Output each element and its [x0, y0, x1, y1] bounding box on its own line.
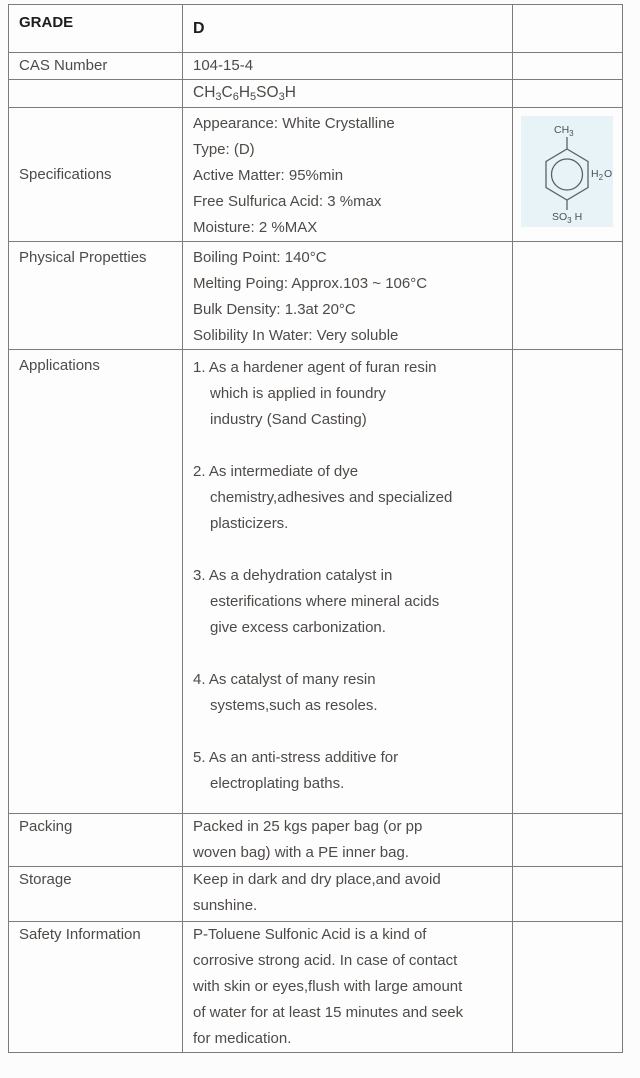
specifications-label-cell — [9, 108, 183, 242]
safety-line: of water for at least 15 minutes and seek — [193, 1004, 464, 1021]
application-line: 4. As catalyst of many resin — [193, 671, 376, 688]
cas-value: 104-15-4 — [193, 57, 254, 74]
empty-cell — [513, 867, 623, 922]
grade-value: D — [193, 19, 205, 37]
physical-line: Solibility In Water: Very soluble — [193, 327, 399, 344]
spec-line: Type: (D) — [193, 141, 255, 158]
application-line: systems,such as resoles. — [210, 697, 378, 714]
application-line: 2. As intermediate of dye — [193, 463, 359, 480]
application-line: 5. As an anti-stress additive for — [193, 749, 399, 766]
structure-diagram-cell — [513, 108, 623, 242]
h2o-label: $H_2O$ — [591, 168, 613, 182]
empty-cell — [513, 53, 623, 80]
safety-line: with skin or eyes,flush with large amount — [193, 978, 463, 995]
application-line: which is applied in foundry — [210, 385, 386, 402]
empty-cell — [513, 814, 623, 867]
benzene-ring-diagram — [521, 116, 613, 227]
chemical-formula: $CH_3C_6H_5SO_3H$ — [193, 84, 296, 103]
safety-label: Safety Information — [19, 926, 141, 943]
grade-label-cell — [9, 5, 183, 53]
packing-line: Packed in 25 kgs paper bag (or pp — [193, 818, 423, 835]
application-line: chemistry,adhesives and specialized — [210, 489, 453, 506]
formula-cell — [183, 80, 513, 108]
grade-label: GRADE — [19, 14, 74, 31]
product-spec-table — [8, 4, 623, 1053]
safety-value-cell — [183, 922, 513, 1053]
physical-line: Melting Poing: Approx.103 ~ 106°C — [193, 275, 428, 292]
storage-value-cell — [183, 867, 513, 922]
application-line: 1. As a hardener agent of furan resin — [193, 359, 437, 376]
cas-label-cell — [9, 53, 183, 80]
application-item — [193, 563, 502, 641]
empty-cell — [513, 5, 623, 53]
table-row-applications — [9, 350, 623, 814]
safety-line: for medication. — [193, 1030, 292, 1047]
safety-line: corrosive strong acid. In case of contact — [193, 952, 458, 969]
table-row-packing — [9, 814, 623, 867]
empty-cell — [513, 350, 623, 814]
application-line: electroplating baths. — [210, 775, 345, 792]
applications-value-cell — [183, 350, 513, 814]
packing-value-cell — [183, 814, 513, 867]
spec-line: Active Matter: 95%min — [193, 167, 344, 184]
applications-label: Applications — [19, 357, 100, 374]
packing-label-cell — [9, 814, 183, 867]
empty-cell — [9, 80, 183, 108]
specifications-value-cell — [183, 108, 513, 242]
application-line: 3. As a dehydration catalyst in — [193, 567, 393, 584]
application-item — [193, 459, 502, 537]
table-row-formula — [9, 80, 623, 108]
physical-line: Boiling Point: 140°C — [193, 249, 327, 266]
spec-line: Appearance: White Crystalline — [193, 115, 395, 132]
application-item — [193, 667, 502, 719]
physical-value-cell — [183, 242, 513, 350]
safety-label-cell — [9, 922, 183, 1053]
application-line: industry (Sand Casting) — [210, 411, 367, 428]
cas-label: CAS Number — [19, 57, 108, 74]
so3h-label: $SO_3$ H — [552, 211, 583, 225]
storage-line: Keep in dark and dry place,and avoid — [193, 871, 441, 888]
application-item — [193, 745, 502, 797]
physical-label: Physical Propetties — [19, 249, 147, 266]
packing-label: Packing — [19, 818, 73, 835]
storage-label: Storage — [19, 871, 72, 888]
table-row-storage — [9, 867, 623, 922]
ch3-label: $CH_3$ — [554, 124, 574, 138]
application-line: plasticizers. — [210, 515, 289, 532]
table-row-grade — [9, 5, 623, 53]
safety-line: P-Toluene Sulfonic Acid is a kind of — [193, 926, 427, 943]
specifications-label: Specifications — [19, 165, 112, 183]
grade-value-cell — [183, 5, 513, 53]
application-item — [193, 355, 502, 433]
empty-cell — [513, 922, 623, 1053]
application-line: give excess carbonization. — [210, 619, 386, 636]
applications-label-cell — [9, 350, 183, 814]
spec-line: Moisture: 2 %MAX — [193, 219, 318, 236]
cas-value-cell — [183, 53, 513, 80]
spec-line: Free Sulfurica Acid: 3 %max — [193, 193, 382, 210]
table-row-cas — [9, 53, 623, 80]
table-row-specifications — [9, 108, 623, 242]
empty-cell — [513, 80, 623, 108]
application-line: esterifications where mineral acids — [210, 593, 440, 610]
table-row-safety — [9, 922, 623, 1053]
storage-label-cell — [9, 867, 183, 922]
physical-line: Bulk Density: 1.3at 20°C — [193, 301, 356, 318]
packing-line: woven bag) with a PE inner bag. — [193, 844, 409, 861]
table-row-physical — [9, 242, 623, 350]
empty-cell — [513, 242, 623, 350]
storage-line: sunshine. — [193, 897, 258, 914]
physical-label-cell — [9, 242, 183, 350]
